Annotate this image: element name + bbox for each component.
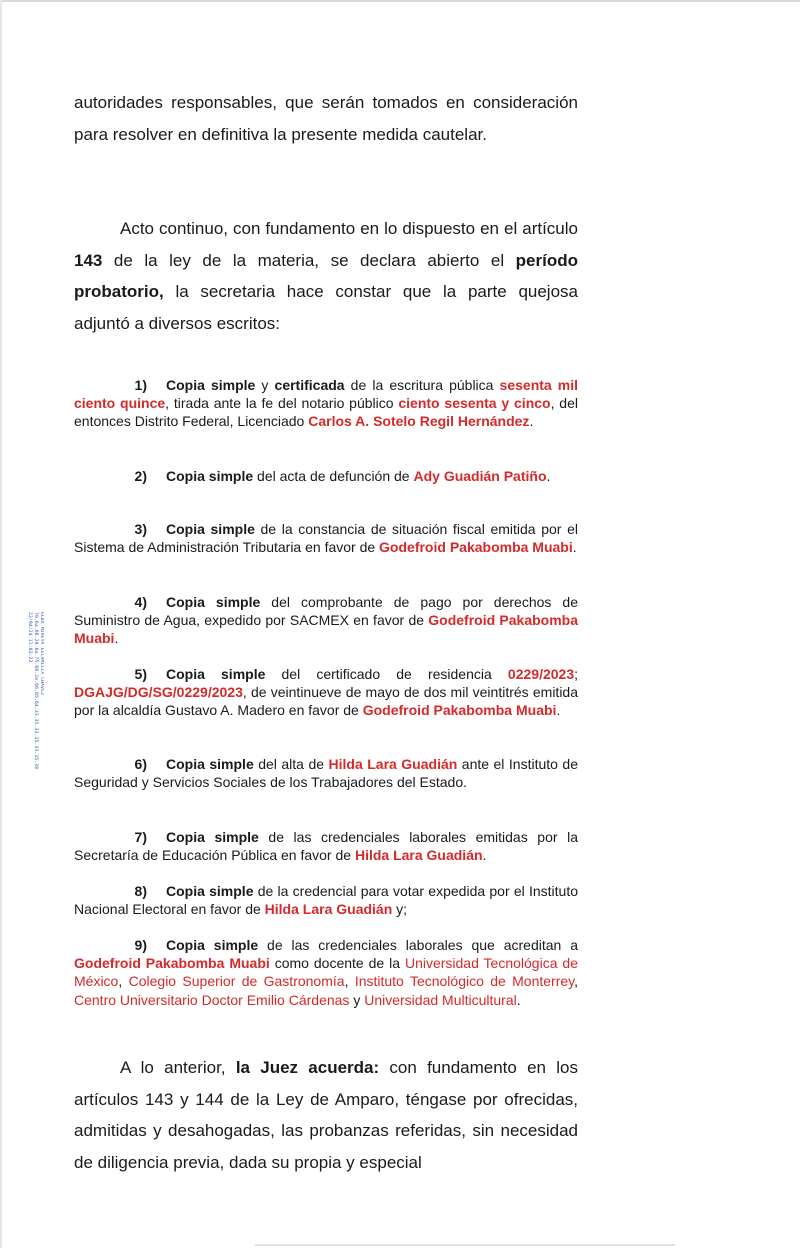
evidence-item-1: 1) Copia simple y certificada de la escritura pública sesenta mil ciento quince, tirada ante la fe del notario público ciento sesenta y cinco, del entonces Distrito Federal, Licenciado Carlos A. Sotelo Regil Hernández. [74,377,579,430]
electronic-signature-stamp [26,612,44,782]
evidence-item-4: 4) Copia simple del comprobante de pago por derechos de Suministro de Agua, expedido por SACMEX en favor de Godefroid Pakabomba Muabi. [74,594,579,647]
page-left-edge [0,0,2,1248]
evidence-item-7: 7) Copia simple de las credenciales laborales emitidas por la Secretaría de Educación Pública en favor de Hilda Lara Guadián. [74,829,578,864]
evidence-item-9: 9) Copia simple de las credenciales laborales que acreditan a Godefroid Pakabomba Muabi como docente de la Universidad Tecnológica de México, Colegio Superior de Gastronomía, Instituto Tecnológico de Monterrey, Centro Universitario Doctor Emilio Cárdenas y Universidad Multicultural. [74,937,579,1008]
page-bottom-edge [255,1244,675,1246]
evidence-item-8: 8) Copia simple de la credencial para votar expedida por el Instituto Nacional Electoral en favor de Hilda Lara Guadián y; [74,883,578,918]
paragraph-1: autoridades responsables, que serán tomados en consideración para resolver en definitiva la presente medida cautelar. [74,93,578,144]
evidence-item-5: 5) Copia simple del certificado de residencia 0229/2023; DGAJG/DG/SG/0229/2023, de veintinueve de mayo de dos mil veintitrés emitida por la alcaldía Gustavo A. Madero en favor de Godefroid Pakabomba Muabi. [74,666,578,719]
stamp-signer: ELBA MIREYA ESCAMILLA CHAVEZ [39,612,44,696]
stamp-date: 22/04/24 11:03:22 [27,612,32,663]
evidence-item-3: 3) Copia simple de la constancia de situación fiscal emitida por el Sistema de Administración Tributaria en favor de Godefroid Pakabomba Muabi. [74,521,578,556]
paragraph-3: A lo anterior, la Juez acuerda: con fundamento en los artículos 143 y 144 de la Ley de Amparo, téngase por ofrecidas, admitidas y desahogadas, las probanzas referidas, sin necesidad de diligencia previa, dada su propia y especial [74,1058,578,1172]
evidence-item-2: 2) Copia simple del acta de defunción de Ady Guadián Patiño. [134,468,551,484]
stamp-hash: 70.6a.66.20.6a.75.66.2e.66.65.64.33.35.33.35.33.35.38 [33,612,38,770]
page-top-edge [0,0,800,2]
evidence-item-6: 6) Copia simple del alta de Hilda Lara Guadián ante el Instituto de Seguridad y Servicios Sociales de los Trabajadores del Estado. [74,756,578,791]
paragraph-2: Acto continuo, con fundamento en lo dispuesto en el artículo 143 de la ley de la materia, se declara abierto el período probatorio, la secretaria hace constar que la parte quejosa adjuntó a diversos escritos: [74,219,578,333]
